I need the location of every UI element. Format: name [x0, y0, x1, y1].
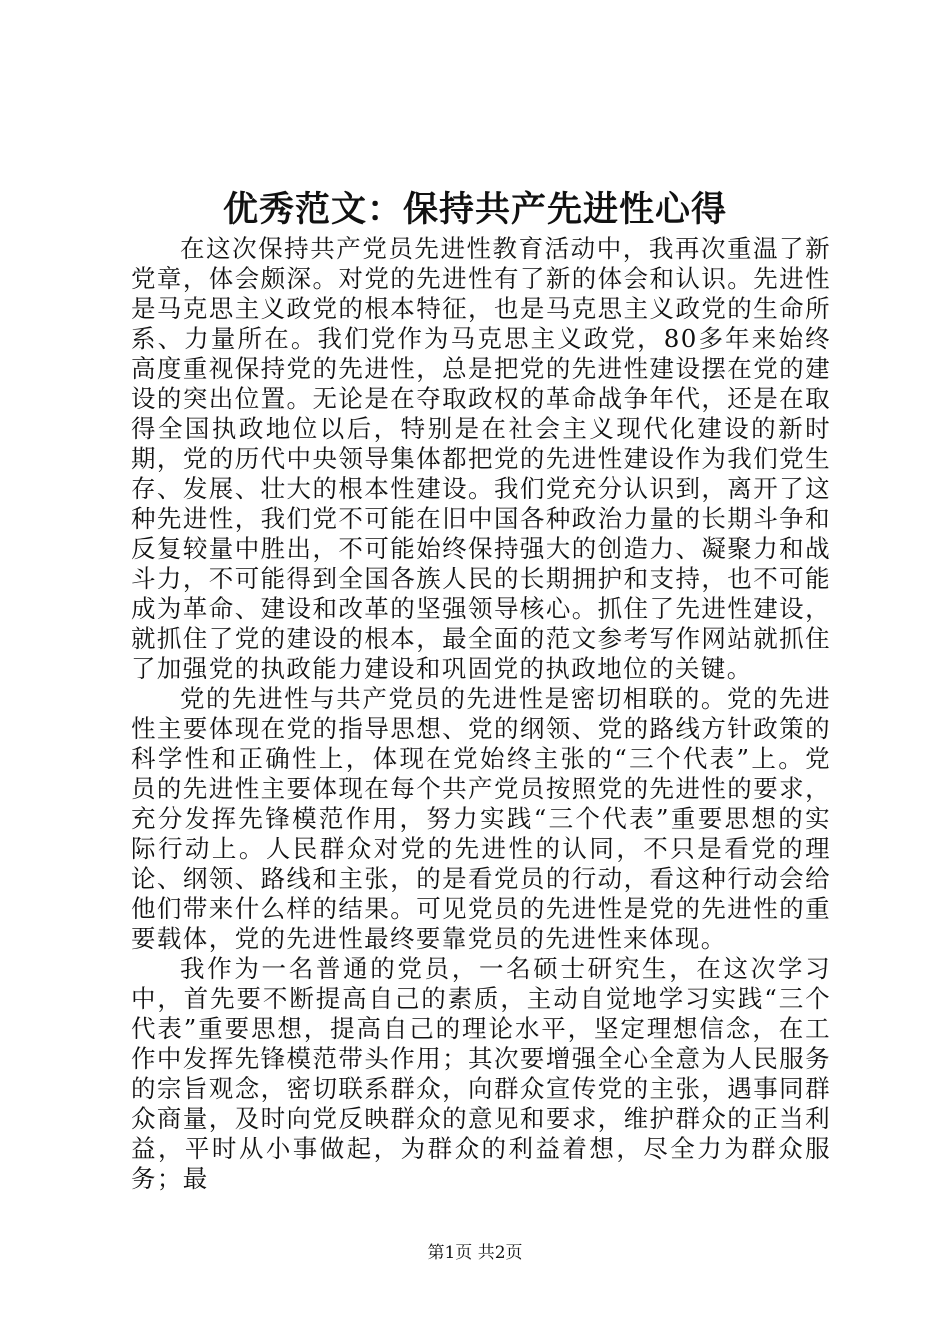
- paragraph: 党的先进性与共产党员的先进性是密切相联的。党的先进性主要体现在党的指导思想、党的纲领、党的路线方针政策的科学性和正确性上，体现在党始终主张的“三个代表”上。党员的先进性主要体现在每个共产党员按照党的先进性的要求，充分发挥先锋模范作用，努力实践“三个代表”重要思想的实际行动上。人民群众对党的先进性的认同，不只是看党的理论、纲领、路线和主张，的是看党员的行动，看这种行动会给他们带来什么样的结果。可见党员的先进性是党的先进性的重要载体，党的先进性最终要靠党员的先进性来体现。: [131, 684, 831, 953]
- page-number-footer: 第1页 共2页: [427, 1243, 523, 1263]
- paragraph: 我作为一名普通的党员，一名硕士研究生，在这次学习中，首先要不断提高自己的素质，主动自觉地学习实践“三个代表”重要思想，提高自己的理论水平，坚定理想信念，在工作中发挥先锋模范带头作用；其次要增强全心全意为人民服务的宗旨观念，密切联系群众，向群众宣传党的主张，遇事同群众商量，及时向党反映群众的意见和要求，维护群众的正当利益，平时从小事做起，为群众的利益着想，尽全力为群众服务；最: [131, 954, 831, 1193]
- document-body: [131, 234, 831, 1194]
- document-title: 优秀范文：保持共产先进性心得: [222, 189, 727, 230]
- paragraph: 在这次保持共产党员先进性教育活动中，我再次重温了新党章，体会颇深。对党的先进性有了新的体会和认识。先进性是马克思主义政党的根本特征，也是马克思主义政党的生命所系、力量所在。我们党作为马克思主义政党，80多年来始终高度重视保持党的先进性，总是把党的先进性建设摆在党的建设的突出位置。无论是在夺取政权的革命战争年代，还是在取得全国执政地位以后，特别是在社会主义现代化建设的新时期，党的历代中央领导集体都把党的先进性建设作为我们党生存、发展、壮大的根本性建设。我们党充分认识到，离开了这种先进性，我们党不可能在旧中国各种政治力量的长期斗争和反复较量中胜出，不可能始终保持强大的创造力、凝聚力和战斗力，不可能得到全国各族人民的长期拥护和支持，也不可能成为革命、建设和改革的坚强领导核心。抓住了先进性建设，就抓住了党的建设的根本，最全面的范文参考写作网站就抓住了加强党的执政能力建设和巩固党的执政地位的关键。: [131, 234, 831, 683]
